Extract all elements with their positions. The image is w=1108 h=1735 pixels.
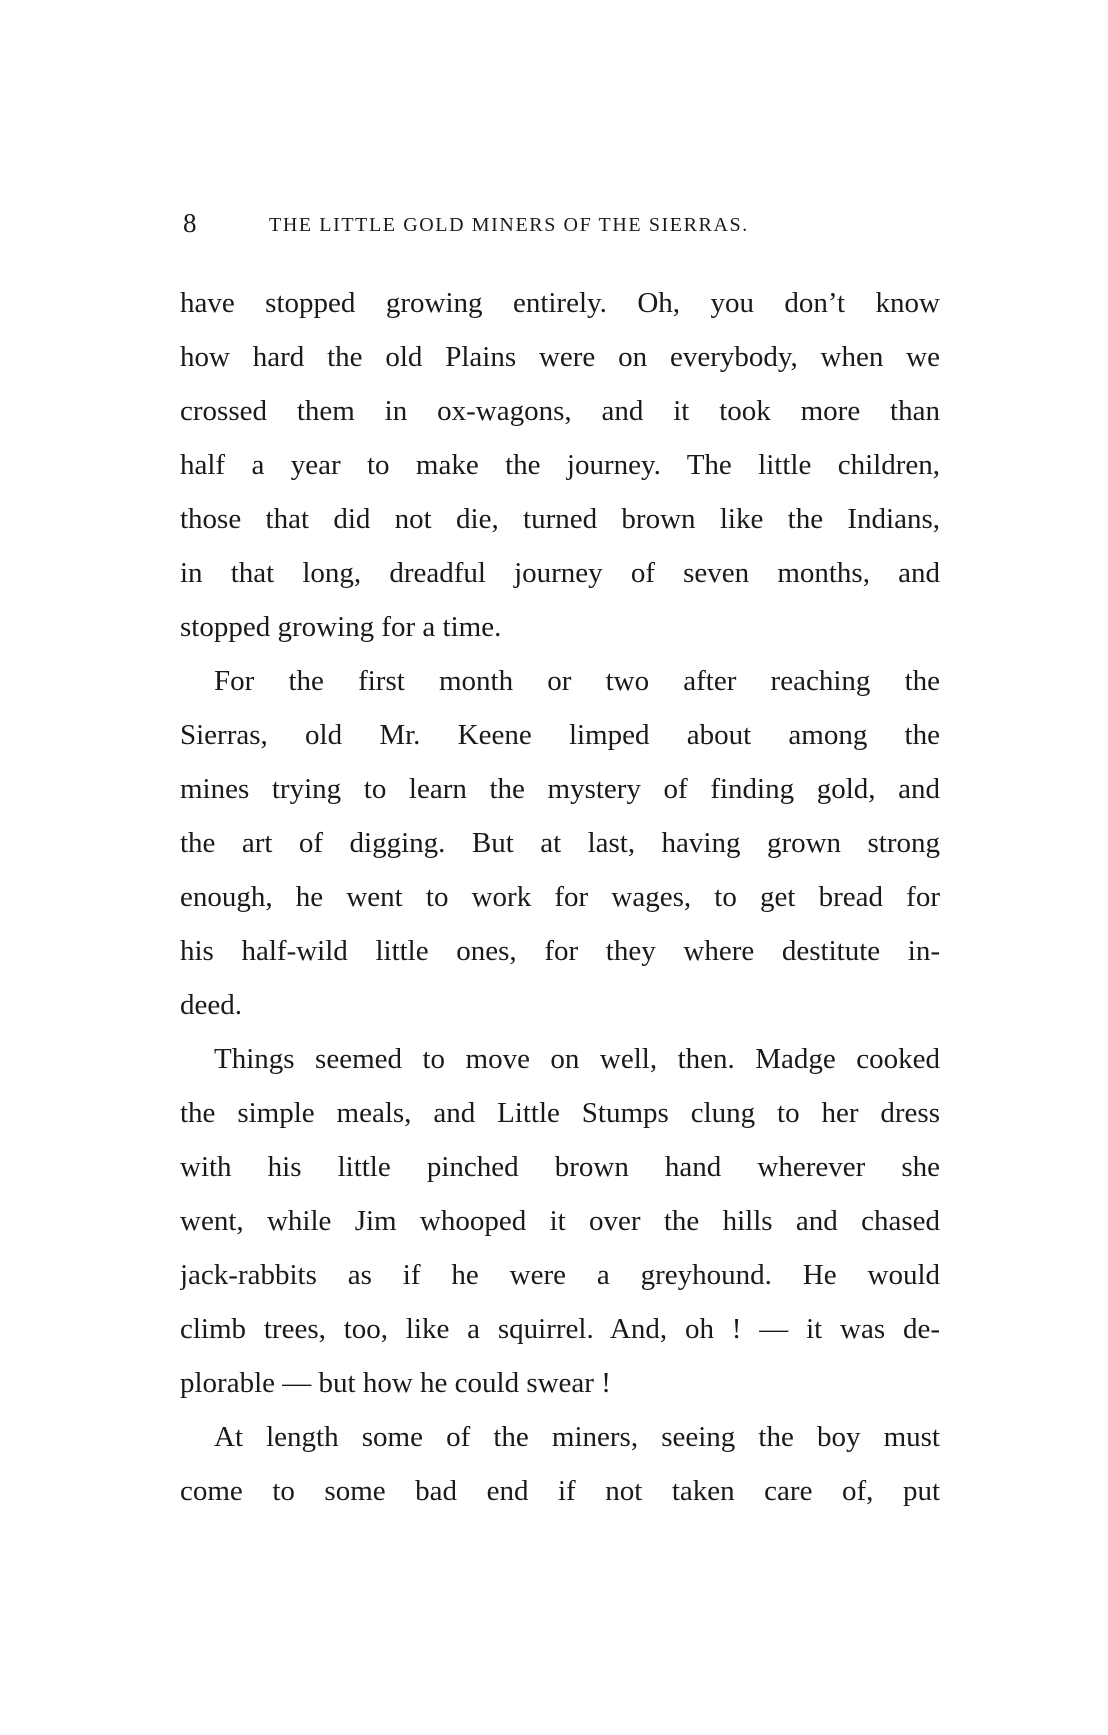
text-line: those that did not die, turned brown like the Indians,	[180, 503, 940, 535]
text-line: jack-rabbits as if he were a greyhound. He would	[180, 1259, 940, 1291]
text-line: mines trying to learn the mystery of finding gold, and	[180, 773, 940, 805]
text-line: Things seemed to move on well, then. Madge cooked	[214, 1043, 940, 1075]
text-line: At length some of the miners, seeing the boy must	[214, 1421, 940, 1453]
paragraph-4	[180, 1410, 940, 1518]
text-line: deed.	[180, 989, 242, 1021]
paragraph-2	[180, 654, 940, 1032]
text-line: plorable — but how he could swear !	[180, 1367, 611, 1399]
paragraph-3	[180, 1032, 940, 1410]
text-line: crossed them in ox-wagons, and it took more than	[180, 395, 940, 427]
text-line: with his little pinched brown hand wherever she	[180, 1151, 940, 1183]
text-line: how hard the old Plains were on everybody, when we	[180, 341, 940, 373]
text-line: the art of digging. But at last, having grown strong	[180, 827, 940, 859]
text-line: Sierras, old Mr. Keene limped about among the	[180, 719, 940, 751]
paragraph-1	[180, 276, 940, 654]
text-line: have stopped growing entirely. Oh, you don’t know	[180, 287, 940, 319]
text-line: half a year to make the journey. The little children,	[180, 449, 940, 481]
text-line: the simple meals, and Little Stumps clung to her dress	[180, 1097, 940, 1129]
text-line: went, while Jim whooped it over the hills and chased	[180, 1205, 940, 1237]
text-line: come to some bad end if not taken care of, put	[180, 1475, 940, 1507]
text-line: climb trees, too, like a squirrel. And, oh ! — it was de-	[180, 1313, 940, 1345]
text-line: stopped growing for a time.	[180, 611, 502, 643]
text-line: enough, he went to work for wages, to get bread for	[180, 881, 940, 913]
running-head	[180, 203, 940, 243]
text-line: For the first month or two after reaching the	[214, 665, 940, 697]
text-line: his half-wild little ones, for they where destitute in-	[180, 935, 940, 967]
body-text	[180, 276, 940, 1518]
running-title: THE LITTLE GOLD MINERS OF THE SIERRAS.	[269, 214, 749, 236]
page-number: 8	[183, 208, 197, 238]
text-line: in that long, dreadful journey of seven months, and	[180, 557, 940, 589]
